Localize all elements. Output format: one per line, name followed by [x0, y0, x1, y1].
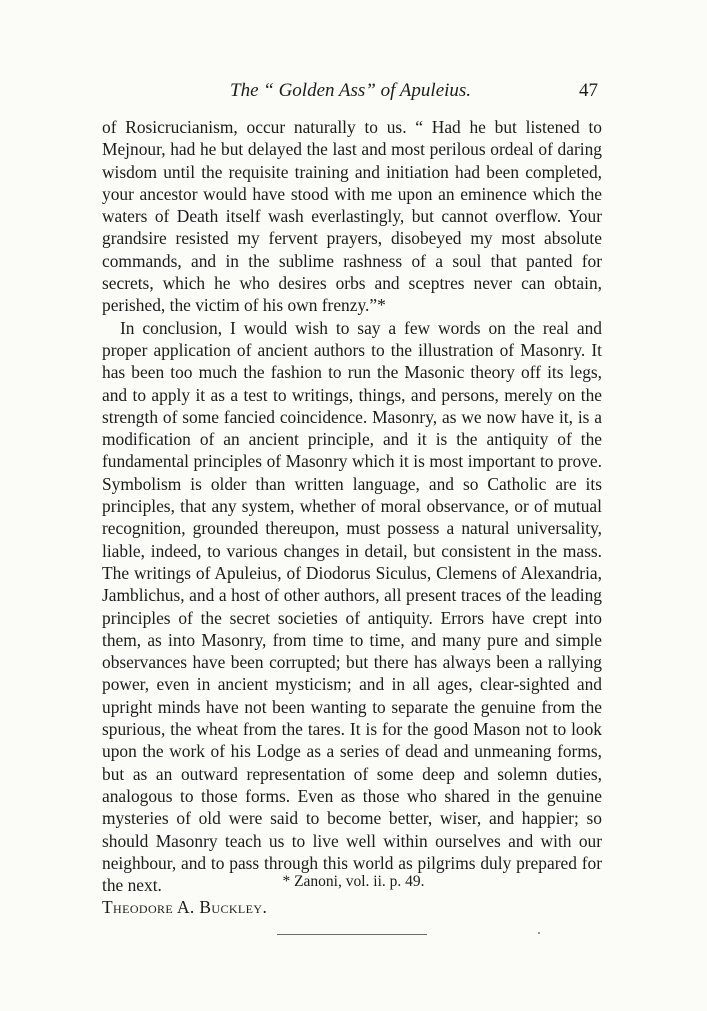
page-number: 47 — [579, 80, 598, 101]
body-text — [102, 116, 602, 919]
paragraph-1: of Rosicrucianism, occur naturally to us. “ Had he but listened to Mejnour, had he but delayed the last and most perilous ordeal of daring wisdom until the requisite training and initiation had been completed, your ancestor would have stood with me upon an eminence which the waters of Death itself wash everlastingly, but cannot overflow. Your grandsire resisted my fervent prayers, disobeyed my most absolute commands, and in the sublime rashness of a soul that panted for secrets, which he who desires orbs and sceptres never can obtain, perished, the victim of his own frenzy.”* — [102, 117, 602, 316]
author-signature: Theodore A. Buckley. — [102, 897, 268, 918]
paragraph-2: In conclusion, I would wish to say a few words on the real and proper application of ancient authors to the illustration of Masonry. It has been too much the fashion to run the Masonic theory off its legs, and to apply it as a test to writings, things, and persons, merely on the strength of some fancied coincidence. Masonry, as we now have it, is a modification of an ancient principle, and it is the antiquity of the fundamental principles of Masonry which it is most important to prove. Symbolism is older than written language, and so Catholic are its principles, that any system, whether of moral observance, or of mutual recognition, grounded thereupon, must possess a natural universality, liable, indeed, to various changes in detail, but consistent in the mass. The writings of Apuleius, of Diodorus Siculus, Clemens of Alexandria, Jamblichus, and a host of other authors, all present traces of the leading principles of the secret societies of antiquity. Errors have crept into them, as into Masonry, from time to time, and many pure and simple observances have been corrupted; but there has always been a rallying power, even in ancient mysticism; and in all ages, clear-sighted and upright minds have not been wanting to separate the genuine from the spurious, the wheat from the tares. It is for the good Mason not to look upon the work of his Lodge as a series of dead and unmeaning forms, but as an outward representation of some deep and solemn duties, analogous to those forms. Even as those who shared in the genuine mysteries of old were said to become better, wiser, and happier; so should Masonry teach us to live well within ourselves and with our neighbour, and to pass through this world as pilgrims duly prepared for the next. — [102, 317, 602, 896]
running-title: The “ Golden Ass” of Apuleius. — [230, 80, 472, 101]
rule-dot — [538, 932, 540, 934]
end-rule — [277, 934, 427, 935]
footnote: * Zanoni, vol. ii. p. 49. — [282, 873, 425, 890]
page-header — [100, 80, 600, 106]
